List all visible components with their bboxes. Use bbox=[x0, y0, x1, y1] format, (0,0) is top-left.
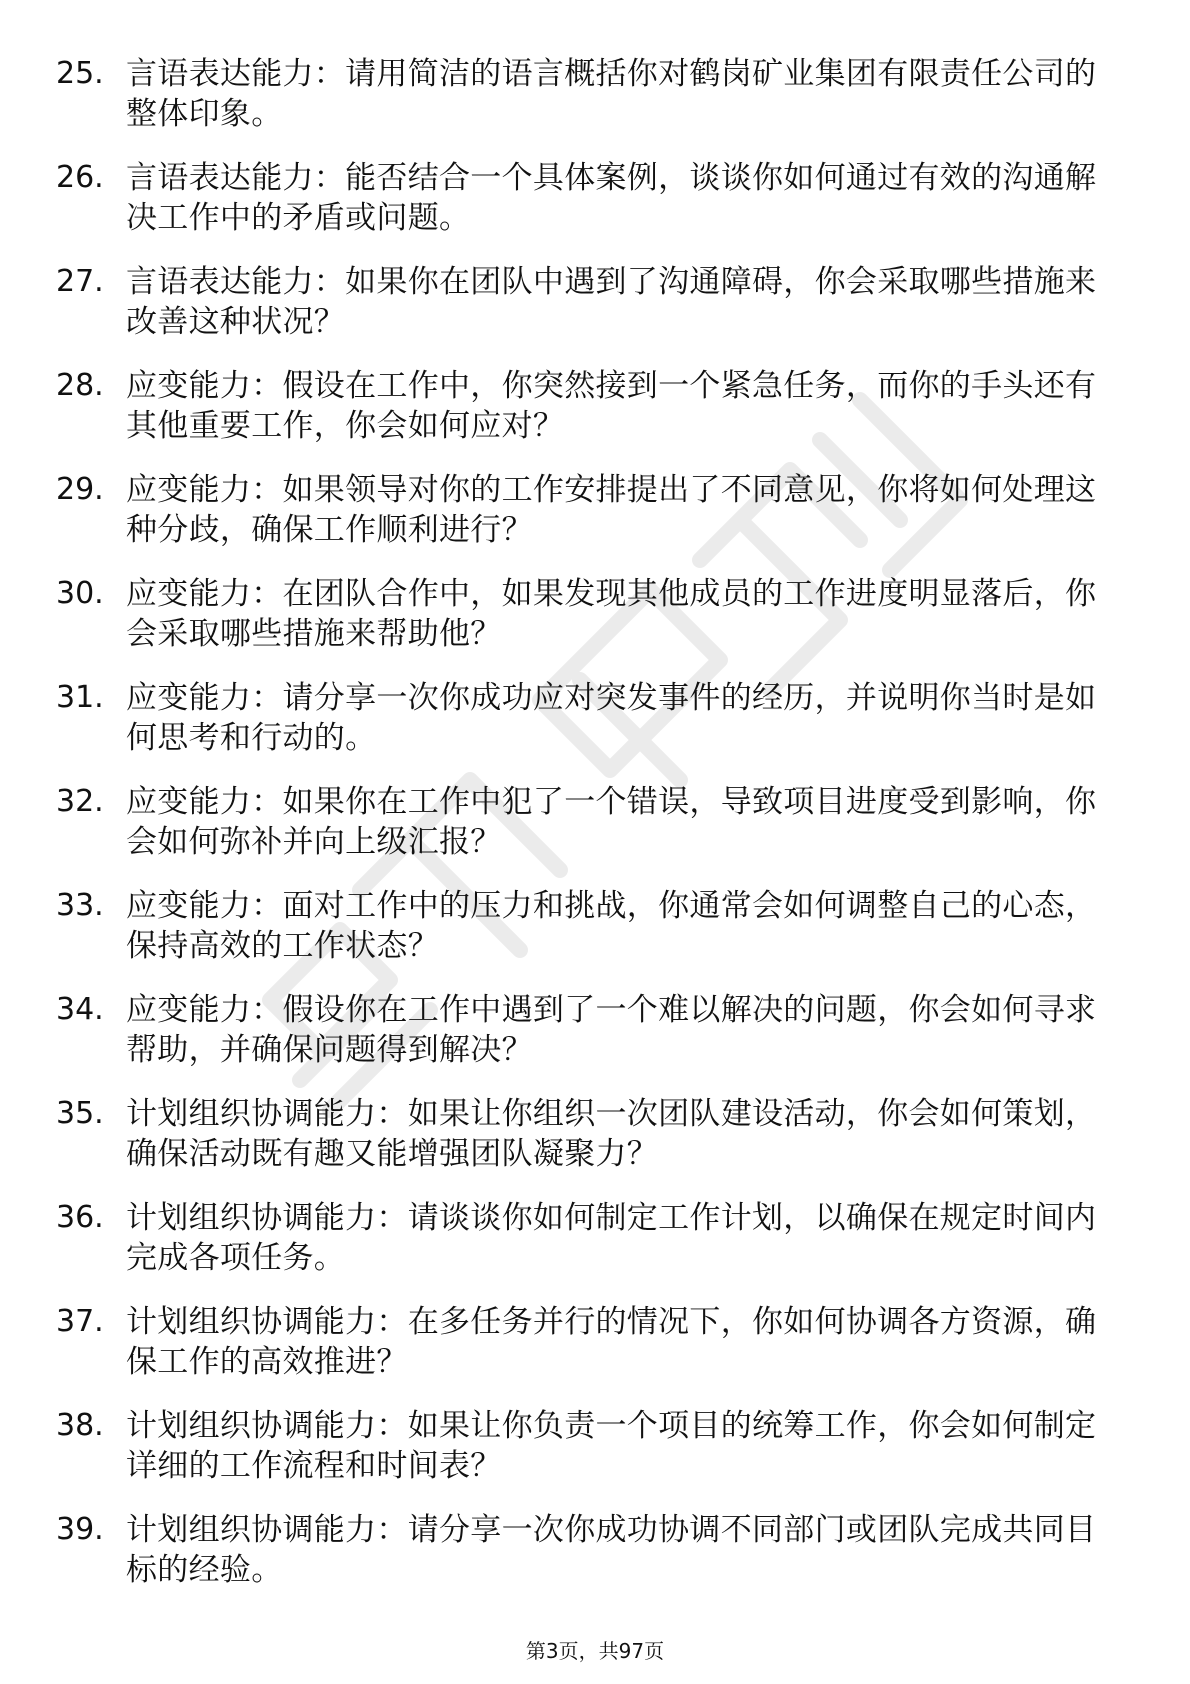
question-text: 应变能力：请分享一次你成功应对突发事件的经历，并说明你当时是如何思考和行动的。 bbox=[126, 680, 1097, 756]
question-item-39 bbox=[0, 1504, 1190, 1608]
question-item-35 bbox=[0, 1088, 1190, 1192]
question-list bbox=[0, 48, 1190, 1608]
page-footer bbox=[0, 1637, 1190, 1665]
question-number: 30. bbox=[56, 576, 104, 611]
question-number: 25. bbox=[56, 56, 104, 91]
question-text: 言语表达能力：请用简洁的语言概括你对鹤岗矿业集团有限责任公司的整体印象。 bbox=[126, 56, 1097, 132]
question-item-36 bbox=[0, 1192, 1190, 1296]
question-item-32 bbox=[0, 776, 1190, 880]
question-number: 37. bbox=[56, 1304, 104, 1339]
question-number: 26. bbox=[56, 160, 104, 195]
question-item-34 bbox=[0, 984, 1190, 1088]
question-item-38 bbox=[0, 1400, 1190, 1504]
question-item-25 bbox=[0, 48, 1190, 152]
question-text: 计划组织协调能力：请谈谈你如何制定工作计划，以确保在规定时间内完成各项任务。 bbox=[126, 1200, 1097, 1276]
question-number: 28. bbox=[56, 368, 104, 403]
question-text: 言语表达能力：能否结合一个具体案例，谈谈你如何通过有效的沟通解决工作中的矛盾或问题。 bbox=[126, 160, 1097, 236]
question-number: 39. bbox=[56, 1512, 104, 1547]
question-text: 应变能力：如果你在工作中犯了一个错误，导致项目进度受到影响，你会如何弥补并向上级汇报？ bbox=[126, 784, 1097, 860]
question-number: 36. bbox=[56, 1200, 104, 1235]
question-text: 计划组织协调能力：在多任务并行的情况下，你如何协调各方资源，确保工作的高效推进？ bbox=[126, 1304, 1097, 1380]
question-text: 言语表达能力：如果你在团队中遇到了沟通障碍，你会采取哪些措施来改善这种状况？ bbox=[126, 264, 1097, 340]
question-text: 应变能力：假设你在工作中遇到了一个难以解决的问题，你会如何寻求帮助，并确保问题得到解决？ bbox=[126, 992, 1097, 1068]
question-number: 35. bbox=[56, 1096, 104, 1131]
question-number: 27. bbox=[56, 264, 104, 299]
question-number: 32. bbox=[56, 784, 104, 819]
question-text: 应变能力：面对工作中的压力和挑战，你通常会如何调整自己的心态，保持高效的工作状态？ bbox=[126, 888, 1097, 964]
question-text: 应变能力：如果领导对你的工作安排提出了不同意见，你将如何处理这种分歧，确保工作顺利进行？ bbox=[126, 472, 1097, 548]
question-number: 33. bbox=[56, 888, 104, 923]
question-number: 34. bbox=[56, 992, 104, 1027]
question-item-27 bbox=[0, 256, 1190, 360]
question-item-29 bbox=[0, 464, 1190, 568]
question-text: 应变能力：在团队合作中，如果发现其他成员的工作进度明显落后，你会采取哪些措施来帮助他？ bbox=[126, 576, 1097, 652]
question-number: 29. bbox=[56, 472, 104, 507]
question-number: 38. bbox=[56, 1408, 104, 1443]
question-item-33 bbox=[0, 880, 1190, 984]
question-item-28 bbox=[0, 360, 1190, 464]
question-item-26 bbox=[0, 152, 1190, 256]
question-item-31 bbox=[0, 672, 1190, 776]
question-number: 31. bbox=[56, 680, 104, 715]
question-text: 计划组织协调能力：如果让你组织一次团队建设活动，你会如何策划，确保活动既有趣又能增强团队凝聚力？ bbox=[126, 1096, 1097, 1172]
question-item-30 bbox=[0, 568, 1190, 672]
question-text: 应变能力：假设在工作中，你突然接到一个紧急任务，而你的手头还有其他重要工作，你会如何应对？ bbox=[126, 368, 1097, 444]
question-item-37 bbox=[0, 1296, 1190, 1400]
question-text: 计划组织协调能力：请分享一次你成功协调不同部门或团队完成共同目标的经验。 bbox=[126, 1512, 1097, 1588]
question-text: 计划组织协调能力：如果让你负责一个项目的统筹工作，你会如何制定详细的工作流程和时间表？ bbox=[126, 1408, 1097, 1484]
page-number-label: 第3页，共97页 bbox=[525, 1639, 665, 1663]
